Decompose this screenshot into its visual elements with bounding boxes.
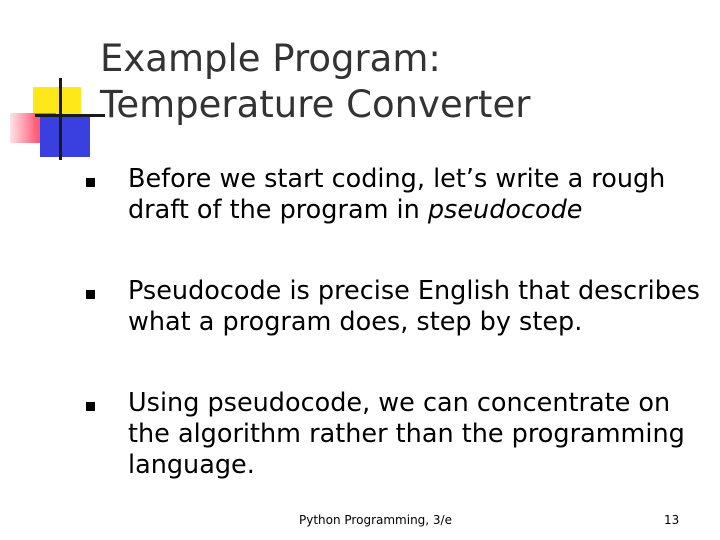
bullet-text: Pseudocode is precise English that describes what a program does, step by step. — [128, 276, 700, 337]
slide-footer: Python Programming, 3/e — [299, 513, 452, 527]
logo-horizontal-line — [35, 114, 105, 117]
slide-logo — [0, 0, 110, 170]
slide-title-line-1: Example Program: — [100, 37, 441, 80]
logo-blue-square — [40, 115, 90, 157]
bullet-marker-icon — [86, 290, 95, 299]
logo-vertical-line — [59, 78, 62, 160]
slide-title — [100, 36, 700, 128]
slide-title-line-2: Temperature Converter — [100, 83, 531, 126]
bullet-marker-icon — [86, 402, 95, 411]
bullet-text-plain: Before we start coding, let’s write a rough draft of the program in — [128, 164, 666, 225]
bullet-text — [128, 164, 703, 226]
bullet-text: Using pseudocode, we can concentrate on the algorithm rather than the programming language. — [128, 388, 685, 480]
bullet-marker-icon — [86, 178, 95, 187]
page-number: 13 — [664, 513, 680, 527]
bullet-text-italic: pseudocode — [427, 195, 583, 225]
